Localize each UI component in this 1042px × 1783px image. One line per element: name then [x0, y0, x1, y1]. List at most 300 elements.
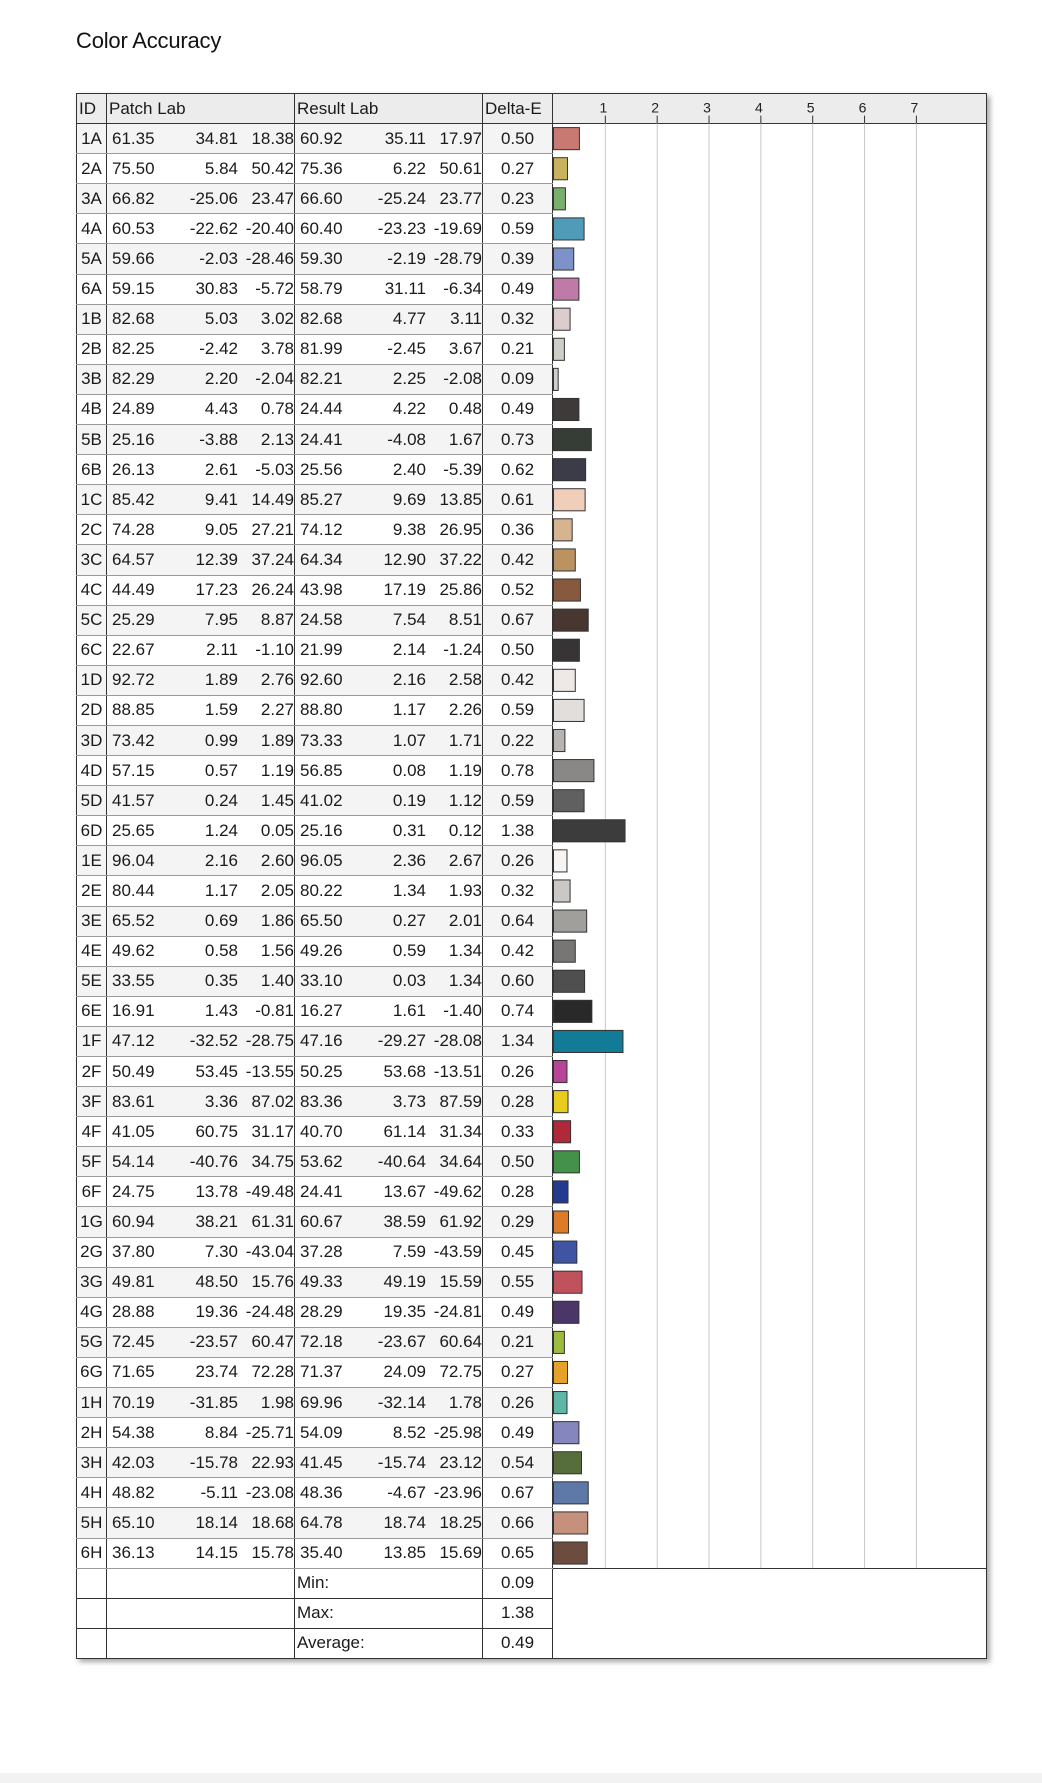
delta-e-bar-5G — [553, 1331, 564, 1353]
patch-lab-l: 88.85 — [112, 700, 155, 720]
result-lab-a: -15.74 — [377, 1452, 426, 1472]
patch-lab-b: 50.42 — [251, 158, 294, 178]
result-lab-b: -23.96 — [433, 1482, 482, 1502]
patch-lab-a: -3.88 — [199, 429, 238, 449]
patch-id: 5B — [77, 425, 107, 455]
patch-id: 1C — [77, 485, 107, 515]
patch-id: 3E — [77, 906, 107, 936]
delta-e-bar-5A — [553, 248, 573, 270]
delta-e-value: 0.62 — [483, 455, 553, 485]
result-lab-l: 53.62 — [300, 1151, 343, 1171]
patch-id: 4F — [77, 1117, 107, 1147]
patch-lab-l: 41.57 — [112, 790, 155, 810]
delta-e-value: 0.65 — [483, 1538, 553, 1568]
patch-lab-b: 87.02 — [251, 1091, 294, 1111]
header-delta-e: Delta-E — [483, 94, 553, 124]
delta-e-bar-6F — [553, 1181, 568, 1203]
result-lab-a: 31.11 — [384, 279, 426, 299]
patch-lab-a: 2.61 — [204, 459, 238, 479]
result-lab-a: 0.31 — [392, 820, 426, 840]
result-lab-b: 2.67 — [448, 850, 482, 870]
result-lab-b: 1.93 — [448, 880, 482, 900]
result-lab-values — [295, 756, 483, 786]
result-lab-l: 66.60 — [300, 188, 343, 208]
patch-id: 2B — [77, 334, 107, 364]
patch-lab-a: -2.42 — [199, 339, 238, 359]
delta-e-bar-1G — [553, 1211, 568, 1233]
result-lab-l: 82.68 — [300, 309, 343, 329]
result-lab-values — [295, 124, 483, 154]
patch-lab-a: 4.43 — [204, 399, 238, 419]
patch-lab-values — [107, 1357, 295, 1387]
result-lab-l: 49.26 — [300, 941, 343, 961]
result-lab-values — [295, 1538, 483, 1568]
result-lab-b: 3.11 — [450, 309, 482, 329]
result-lab-l: 33.10 — [300, 971, 343, 991]
result-lab-values — [295, 1267, 483, 1297]
delta-e-value: 0.32 — [483, 876, 553, 906]
result-lab-values — [295, 545, 483, 575]
result-lab-l: 85.27 — [300, 489, 343, 509]
patch-lab-l: 96.04 — [112, 850, 155, 870]
patch-lab-a: 9.41 — [204, 489, 238, 509]
patch-lab-b: 2.05 — [260, 880, 294, 900]
delta-e-value: 0.36 — [483, 515, 553, 545]
patch-lab-values — [107, 1538, 295, 1568]
header-patch-lab: Patch Lab — [107, 94, 295, 124]
patch-id: 1F — [77, 1026, 107, 1056]
patch-id: 2A — [77, 154, 107, 184]
result-lab-a: -40.64 — [377, 1151, 426, 1171]
delta-e-bar-6B — [553, 459, 585, 481]
delta-e-bar-6H — [553, 1542, 587, 1564]
delta-e-bar-1C — [553, 489, 585, 511]
delta-e-bar-5B — [553, 429, 591, 451]
patch-lab-b: -13.55 — [245, 1061, 294, 1081]
patch-lab-a: 34.81 — [195, 128, 238, 148]
delta-e-bar-4F — [553, 1121, 570, 1143]
result-lab-values — [295, 455, 483, 485]
delta-e-bar-1A — [553, 128, 579, 150]
patch-lab-values — [107, 1508, 295, 1538]
patch-id: 5F — [77, 1147, 107, 1177]
patch-lab-a: 38.21 — [195, 1212, 238, 1232]
result-lab-a: 2.40 — [392, 459, 426, 479]
delta-e-bar-6G — [553, 1361, 567, 1383]
patch-lab-a: 7.95 — [204, 610, 238, 630]
result-lab-l: 40.70 — [300, 1121, 343, 1141]
patch-lab-values — [107, 725, 295, 755]
delta-e-value: 1.38 — [483, 816, 553, 846]
result-lab-a: 18.74 — [383, 1512, 426, 1532]
patch-id: 2H — [77, 1418, 107, 1448]
patch-id: 1E — [77, 846, 107, 876]
delta-e-bar-3E — [553, 910, 586, 932]
summary-empty-patch — [107, 1598, 295, 1628]
patch-lab-a: 1.24 — [204, 820, 238, 840]
result-lab-a: 2.16 — [392, 670, 426, 690]
patch-id: 1G — [77, 1207, 107, 1237]
patch-id: 5G — [77, 1327, 107, 1357]
patch-lab-values — [107, 605, 295, 635]
patch-id: 1D — [77, 665, 107, 695]
patch-lab-values — [107, 1207, 295, 1237]
patch-lab-a: -5.11 — [200, 1482, 238, 1502]
patch-id: 4E — [77, 936, 107, 966]
delta-e-value: 0.67 — [483, 1478, 553, 1508]
result-lab-l: 28.29 — [300, 1302, 343, 1322]
patch-lab-l: 59.15 — [112, 279, 155, 299]
patch-lab-l: 16.91 — [112, 1001, 155, 1021]
result-lab-a: 12.90 — [383, 549, 426, 569]
delta-e-value: 0.60 — [483, 966, 553, 996]
delta-e-value: 0.49 — [483, 394, 553, 424]
delta-e-value: 0.45 — [483, 1237, 553, 1267]
patch-lab-values — [107, 906, 295, 936]
result-lab-b: 1.67 — [448, 429, 482, 449]
delta-e-bar-3D — [553, 729, 564, 751]
result-lab-a: 1.17 — [392, 700, 426, 720]
patch-lab-l: 85.42 — [112, 489, 155, 509]
result-lab-values — [295, 515, 483, 545]
patch-lab-a: 2.11 — [206, 640, 238, 660]
summary-empty-id — [77, 1598, 107, 1628]
delta-e-bar-1F — [553, 1030, 622, 1052]
patch-lab-a: 0.57 — [204, 760, 238, 780]
result-lab-a: 1.07 — [392, 730, 426, 750]
patch-lab-b: -43.04 — [245, 1242, 294, 1262]
result-lab-values — [295, 394, 483, 424]
result-lab-l: 49.33 — [300, 1272, 343, 1292]
patch-lab-l: 57.15 — [112, 760, 155, 780]
patch-lab-values — [107, 846, 295, 876]
patch-lab-b: 31.17 — [251, 1121, 294, 1141]
patch-lab-b: 14.49 — [251, 489, 294, 509]
result-lab-b: 2.01 — [448, 911, 482, 931]
patch-lab-b: 60.47 — [251, 1332, 294, 1352]
patch-lab-l: 28.88 — [112, 1302, 155, 1322]
result-lab-a: 7.59 — [392, 1242, 426, 1262]
delta-e-value: 0.28 — [483, 1177, 553, 1207]
delta-e-bar-chart — [553, 93, 987, 1659]
patch-id: 2D — [77, 695, 107, 725]
result-lab-a: 1.61 — [392, 1001, 426, 1021]
patch-lab-l: 80.44 — [112, 880, 155, 900]
result-lab-l: 56.85 — [300, 760, 343, 780]
result-lab-l: 83.36 — [300, 1091, 343, 1111]
patch-lab-values — [107, 485, 295, 515]
patch-lab-a: 19.36 — [195, 1302, 238, 1322]
summary-value: 1.38 — [483, 1598, 553, 1628]
delta-e-bar-4A — [553, 218, 584, 240]
result-lab-a: 6.22 — [392, 158, 426, 178]
patch-id: 5A — [77, 244, 107, 274]
patch-lab-a: 18.14 — [195, 1512, 238, 1532]
delta-e-value: 0.49 — [483, 1418, 553, 1448]
patch-lab-b: 34.75 — [251, 1151, 294, 1171]
patch-lab-b: 3.02 — [260, 309, 294, 329]
patch-id: 6C — [77, 635, 107, 665]
patch-lab-values — [107, 1087, 295, 1117]
patch-lab-l: 37.80 — [112, 1242, 155, 1262]
patch-lab-values — [107, 1147, 295, 1177]
result-lab-a: 19.35 — [383, 1302, 426, 1322]
patch-lab-values — [107, 1026, 295, 1056]
result-lab-values — [295, 996, 483, 1026]
result-lab-b: 1.34 — [448, 971, 482, 991]
result-lab-values — [295, 1087, 483, 1117]
patch-lab-l: 41.05 — [112, 1121, 155, 1141]
result-lab-values — [295, 1508, 483, 1538]
patch-lab-l: 65.52 — [112, 911, 155, 931]
patch-lab-l: 71.65 — [112, 1362, 155, 1382]
patch-lab-b: -28.75 — [245, 1031, 294, 1051]
patch-lab-a: 0.99 — [204, 730, 238, 750]
result-lab-l: 50.25 — [300, 1061, 343, 1081]
delta-e-value: 0.66 — [483, 1508, 553, 1538]
patch-id: 3C — [77, 545, 107, 575]
delta-e-value: 0.39 — [483, 244, 553, 274]
result-lab-b: 1.12 — [448, 790, 482, 810]
patch-lab-values — [107, 1478, 295, 1508]
result-lab-l: 35.40 — [300, 1543, 343, 1563]
patch-lab-a: 17.23 — [195, 580, 238, 600]
patch-lab-values — [107, 394, 295, 424]
result-lab-l: 72.18 — [300, 1332, 343, 1352]
result-lab-b: 15.59 — [439, 1272, 482, 1292]
delta-e-value: 0.28 — [483, 1087, 553, 1117]
result-lab-l: 43.98 — [300, 580, 343, 600]
result-lab-b: 2.58 — [448, 670, 482, 690]
patch-lab-b: 2.27 — [260, 700, 294, 720]
delta-e-value: 0.74 — [483, 996, 553, 1026]
result-lab-a: 13.67 — [383, 1181, 426, 1201]
patch-lab-b: 2.13 — [260, 429, 294, 449]
result-lab-values — [295, 184, 483, 214]
summary-label: Average: — [295, 1628, 483, 1658]
delta-e-bar-3G — [553, 1271, 582, 1293]
patch-lab-a: 1.17 — [204, 880, 238, 900]
result-lab-values — [295, 635, 483, 665]
result-lab-b: -28.79 — [433, 249, 482, 269]
result-lab-l: 64.78 — [300, 1512, 343, 1532]
patch-lab-values — [107, 876, 295, 906]
patch-lab-a: 2.20 — [204, 369, 238, 389]
patch-lab-values — [107, 1057, 295, 1087]
patch-lab-b: 15.78 — [251, 1543, 294, 1563]
result-lab-values — [295, 816, 483, 846]
patch-id: 3D — [77, 725, 107, 755]
patch-lab-a: -25.06 — [189, 188, 238, 208]
result-lab-l: 82.21 — [300, 369, 343, 389]
patch-lab-values — [107, 515, 295, 545]
result-lab-l: 37.28 — [300, 1242, 343, 1262]
summary-value: 0.49 — [483, 1628, 553, 1658]
x-tick-label: 5 — [806, 99, 815, 116]
result-lab-a: 0.08 — [392, 760, 426, 780]
patch-lab-b: 0.05 — [260, 820, 294, 840]
delta-e-bar-4E — [553, 940, 575, 962]
patch-lab-l: 24.89 — [112, 399, 155, 419]
result-lab-a: 4.77 — [392, 309, 426, 329]
patch-lab-a: -22.62 — [189, 218, 238, 238]
delta-e-value: 0.59 — [483, 214, 553, 244]
delta-e-bar-2A — [553, 158, 567, 180]
result-lab-b: -13.51 — [433, 1061, 482, 1081]
patch-lab-l: 61.35 — [112, 128, 155, 148]
result-lab-values — [295, 665, 483, 695]
patch-id: 4A — [77, 214, 107, 244]
patch-lab-l: 25.65 — [112, 820, 155, 840]
patch-lab-a: 1.43 — [204, 1001, 238, 1021]
result-lab-values — [295, 876, 483, 906]
result-lab-a: 0.59 — [392, 941, 426, 961]
result-lab-values — [295, 575, 483, 605]
patch-lab-values — [107, 154, 295, 184]
patch-lab-l: 75.50 — [112, 158, 155, 178]
result-lab-a: -25.24 — [377, 188, 426, 208]
result-lab-l: 69.96 — [300, 1392, 343, 1412]
result-lab-b: 1.34 — [448, 941, 482, 961]
patch-id: 5H — [77, 1508, 107, 1538]
delta-e-bar-2C — [553, 519, 572, 541]
patch-lab-a: 60.75 — [195, 1121, 238, 1141]
result-lab-b: 2.26 — [448, 700, 482, 720]
patch-lab-values — [107, 966, 295, 996]
result-lab-a: -4.67 — [387, 1482, 426, 1502]
patch-lab-a: 5.03 — [204, 309, 238, 329]
patch-lab-a: 30.83 — [195, 279, 238, 299]
result-lab-values — [295, 244, 483, 274]
result-lab-a: 0.03 — [392, 971, 426, 991]
patch-lab-b: 27.21 — [251, 519, 294, 539]
delta-e-bar-6E — [553, 1000, 591, 1022]
result-lab-a: 7.54 — [392, 610, 426, 630]
result-lab-values — [295, 334, 483, 364]
patch-lab-l: 60.53 — [112, 218, 155, 238]
patch-lab-values — [107, 1237, 295, 1267]
result-lab-values — [295, 1237, 483, 1267]
result-lab-b: 8.51 — [448, 610, 482, 630]
delta-e-bar-4H — [553, 1482, 588, 1504]
result-lab-b: -6.34 — [443, 279, 482, 299]
delta-e-value: 0.21 — [483, 334, 553, 364]
delta-e-value: 0.59 — [483, 786, 553, 816]
patch-lab-a: -31.85 — [189, 1392, 238, 1412]
result-lab-b: 34.64 — [439, 1151, 482, 1171]
patch-lab-values — [107, 274, 295, 304]
delta-e-value: 0.52 — [483, 575, 553, 605]
result-lab-l: 41.02 — [300, 790, 343, 810]
result-lab-l: 25.56 — [300, 459, 343, 479]
result-lab-a: 8.52 — [392, 1422, 426, 1442]
patch-lab-b: -49.48 — [245, 1181, 294, 1201]
result-lab-b: 25.86 — [439, 580, 482, 600]
patch-id: 2G — [77, 1237, 107, 1267]
patch-lab-b: 1.45 — [260, 790, 294, 810]
patch-lab-l: 54.38 — [112, 1422, 155, 1442]
patch-id: 6B — [77, 455, 107, 485]
result-lab-l: 24.58 — [300, 610, 343, 630]
summary-label: Max: — [295, 1598, 483, 1628]
delta-e-value: 0.23 — [483, 184, 553, 214]
patch-lab-a: 0.58 — [204, 941, 238, 961]
result-lab-l: 96.05 — [300, 850, 343, 870]
patch-lab-l: 72.45 — [112, 1332, 155, 1352]
result-lab-a: 0.19 — [392, 790, 426, 810]
delta-e-value: 0.55 — [483, 1267, 553, 1297]
x-tick-label: 2 — [650, 99, 659, 116]
delta-e-bar-6D — [553, 820, 625, 842]
result-lab-a: 17.19 — [383, 580, 426, 600]
delta-e-bar-6A — [553, 278, 578, 300]
result-lab-b: 60.64 — [439, 1332, 482, 1352]
patch-lab-values — [107, 455, 295, 485]
result-lab-l: 59.30 — [300, 249, 343, 269]
patch-lab-b: -25.71 — [245, 1422, 294, 1442]
result-lab-values — [295, 274, 483, 304]
patch-lab-a: 1.89 — [204, 670, 238, 690]
patch-id: 1H — [77, 1388, 107, 1418]
patch-lab-values — [107, 756, 295, 786]
result-lab-b: 87.59 — [439, 1091, 482, 1111]
patch-lab-a: 9.05 — [204, 519, 238, 539]
patch-lab-a: 7.30 — [204, 1242, 238, 1262]
summary-empty-patch — [107, 1568, 295, 1598]
patch-lab-b: -0.81 — [255, 1001, 294, 1021]
patch-lab-values — [107, 244, 295, 274]
result-lab-values — [295, 304, 483, 334]
delta-e-bar-3H — [553, 1452, 581, 1474]
result-lab-b: -24.81 — [433, 1302, 482, 1322]
result-lab-l: 58.79 — [300, 279, 343, 299]
result-lab-l: 80.22 — [300, 880, 343, 900]
result-lab-l: 21.99 — [300, 640, 343, 660]
patch-id: 6F — [77, 1177, 107, 1207]
delta-e-value: 0.27 — [483, 1357, 553, 1387]
patch-id: 6G — [77, 1357, 107, 1387]
bottom-strip — [0, 1773, 1042, 1783]
result-lab-a: 61.14 — [383, 1121, 426, 1141]
patch-lab-l: 44.49 — [112, 580, 155, 600]
patch-lab-values — [107, 184, 295, 214]
summary-value: 0.09 — [483, 1568, 553, 1598]
patch-id: 4H — [77, 1478, 107, 1508]
patch-lab-a: 0.69 — [204, 911, 238, 931]
result-lab-values — [295, 786, 483, 816]
patch-lab-b: 1.86 — [260, 911, 294, 931]
patch-lab-b: 18.68 — [251, 1512, 294, 1532]
delta-e-value: 0.64 — [483, 906, 553, 936]
delta-e-bar-2G — [553, 1241, 576, 1263]
patch-lab-b: -5.72 — [255, 279, 294, 299]
patch-lab-b: 61.31 — [251, 1212, 294, 1232]
result-lab-a: -2.19 — [387, 249, 426, 269]
result-lab-a: 3.73 — [392, 1091, 426, 1111]
patch-lab-l: 24.75 — [112, 1181, 155, 1201]
patch-lab-l: 36.13 — [112, 1543, 155, 1563]
patch-lab-a: 1.59 — [204, 700, 238, 720]
patch-lab-l: 54.14 — [112, 1151, 155, 1171]
patch-lab-l: 73.42 — [112, 730, 155, 750]
x-tick-label: 3 — [702, 99, 711, 116]
result-lab-b: 31.34 — [439, 1121, 482, 1141]
patch-id: 3F — [77, 1087, 107, 1117]
result-lab-values — [295, 1357, 483, 1387]
delta-e-bar-5E — [553, 970, 584, 992]
delta-e-bar-2H — [553, 1422, 578, 1444]
patch-lab-values — [107, 1327, 295, 1357]
